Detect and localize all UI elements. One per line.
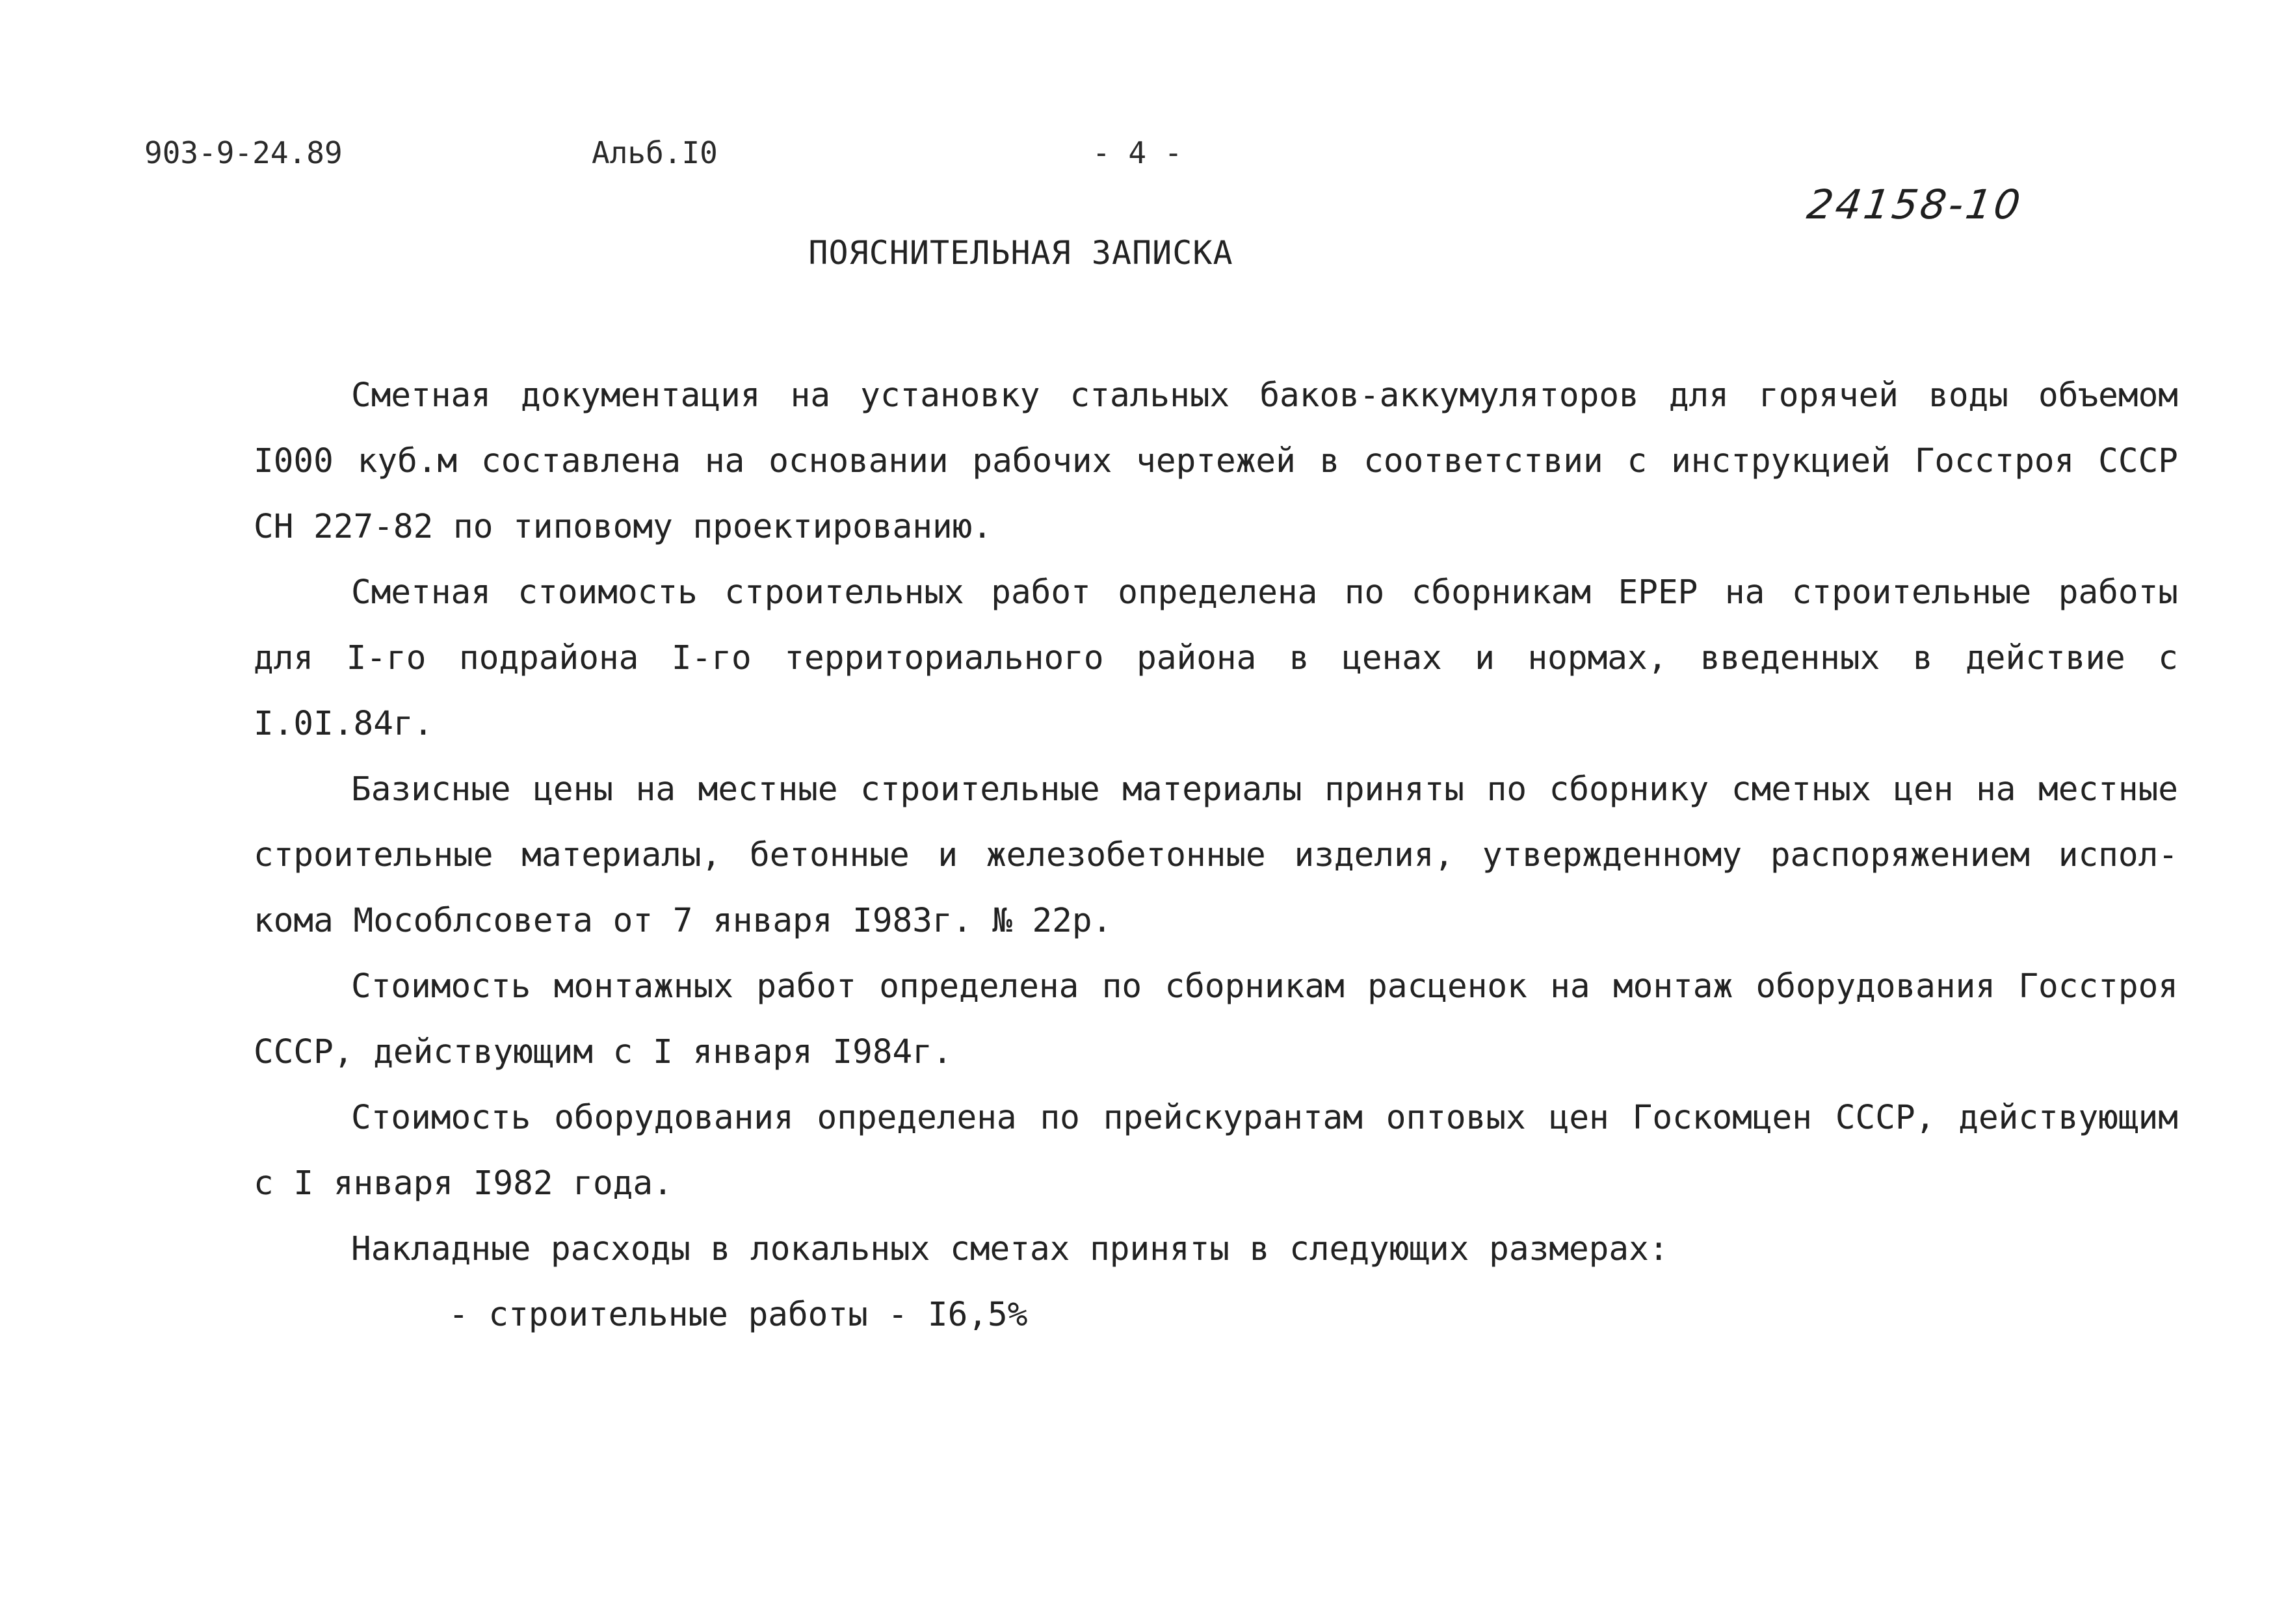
document-code: 903-9-24.89 xyxy=(144,135,343,170)
paragraph-3: Базисные цены на местные строительные материалы приняты по сборнику сметных цен на местные строительные материалы, бетонные и железобетонные изделия, утвержденному распоряжением испол-кома Мособлсовета от 7 января I983г. № 22р. xyxy=(254,770,2178,940)
page-title: ПОЯСНИТЕЛЬНАЯ ЗАПИСКА xyxy=(808,234,1233,272)
list-item: - строительные работы - I6,5% xyxy=(449,1296,1028,1334)
paragraph-2: Сметная стоимость строительных работ определена по сборникам ЕРЕР на строительные работы для I-го подрайона I-го территориального района в ценах и нормах, введенных в действие с I.0I.84г. xyxy=(254,573,2178,743)
album-number: Альб.I0 xyxy=(592,135,718,170)
paragraph-4: Стоимость монтажных работ определена по сборникам расценок на монтаж оборудования Госстроя СССР, действующим с I января I984г. xyxy=(254,967,2178,1071)
paragraph-1: Сметная документация на установку стальных баков-аккумуляторов для горячей воды объемом I000 куб.м составлена на основании рабочих чертежей в соответствии с инструкцией Госстроя СССР СН 227-82 по типовому проектированию. xyxy=(254,376,2178,546)
handwritten-inventory-number: 24158-10 xyxy=(1804,181,2026,228)
page-number: - 4 - xyxy=(1092,135,1183,170)
body-text xyxy=(254,363,2178,1348)
paragraph-5: Стоимость оборудования определена по прейскурантам оптовых цен Госкомцен СССР, действующим с I января I982 года. xyxy=(254,1099,2178,1203)
paragraph-6: Накладные расходы в локальных сметах приняты в следующих размерах: xyxy=(351,1230,1669,1268)
